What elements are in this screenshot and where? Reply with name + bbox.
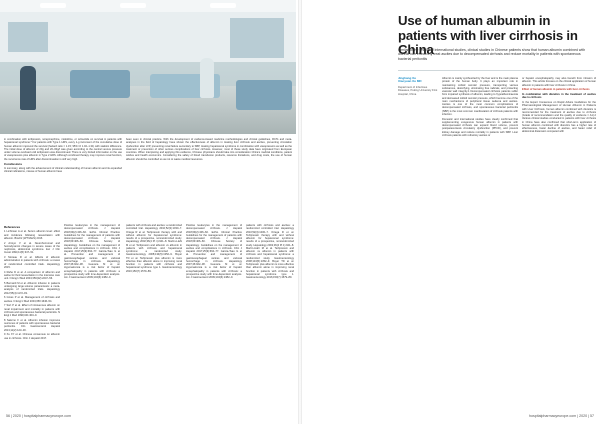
body-paragraph: Domestic and international studies have clearly confirmed that supplementing exogenous human albumin in patients with decompensated cirrhosis can expand blood volume, prevent postparacentesis circulatory dysfunction (PPCD), and prevent kidney damage and reduce mortality in patients with SBP. Liver cirrhosis patients with refractory ascites or [442, 117, 518, 137]
left-body-paragraph-2: been seen in clinical practice. With the development of evidence-based medicine methodologies and clinical guidelines, RCTs and meta-analyses in the field of hepatology have shown the effectiveness of albumin in treating liver cirrhosis and ascites, preventing circulation dysfunction after LVP, preventing renal failure secondary to SBP, treating hepatorenal syndrome in combination with vasopressors as well as the treatment or prevention of other serious complications of liver cirrhosis. However, most of these study data have originated from European countries. When interpreting and applying this evidence, Chinese physicians should take into consideration China’s medical conditions, patient wishes and health economics. Considering the safety of blood transfusion products, resource limitations, and drug costs, the use of human albumin should be controlled so as not to waste medical resources. [126, 138, 292, 161]
references-col-3 [126, 224, 182, 274]
right-page-footer: hospitalpharmacyeurope.com | 2020 | 57 [529, 414, 594, 418]
references-col-4 [186, 224, 242, 281]
reference-item: 4 Rahe D et al. A comparison of albumin and saline for fluid resuscitation in the intensive care unit. N Engl J Med 2004;350(22):2247–56. [4, 270, 60, 280]
left-page-footer: 56 | 2020 | hospitalpharmacyeurope.com [6, 414, 71, 418]
reference-item: 3 Moreau R et al. Effects of albumin administration in patients with cirrhosis: a review of randomized controlled trials. Hepatology 2015. [4, 256, 60, 269]
author-block [398, 77, 438, 96]
article-title: Use of human albumin in patients with liver cirrhosis in China [398, 13, 578, 57]
left-col-body [4, 138, 122, 175]
conclusions-paragraph: In summary, along with the advancement of clinical understanding of human albumin and its expanded clinical indications, misuse of human albumin have [4, 167, 122, 174]
reference-item: 2 Arroyo V et al. Neurohormonal and hemodynamic changes in severe cases of the nephrosis, abdominal syndrome. Eur J Clin Invest 1994;11(5):347–51. [4, 241, 60, 255]
body-paragraph: or hepatic encephalopathy may also benefit from infusion of albumin. This article focuses on the clinical application of human albumin in patients with liver cirrhosis in China. [522, 77, 596, 87]
reference-block: patients with cirrhosis and ascites: a randomized controlled trial. Hepatology 2010;52(3):1030–7. Ortega R et al. Terlipressin therapy with and without albumin for hepatorenal syndrome: results of a prospective, nonrandomized study. Hepatology 2002;36(4 Pt 1):941–8. Martín-Llahí M et al. Terlipressin and albumin vs albumin in patients with cirrhosis and hepatorenal syndrome: a randomized study. Gastroenterology 2008;134(5):1352–9. Boyer TD et al. Terlipressin plus albumin is more effective than albumin alone in improving renal function in patients with cirrhosis and hepatorenal syndrome type 1. Gastroenterology 2016;150(7):1579–89. [246, 224, 294, 279]
references-col-2 [64, 224, 120, 281]
right-col-2 [522, 77, 596, 135]
right-col-1 [442, 77, 518, 139]
author-affiliation: Department of Infectious Diseases, Peking University First Hospital, China [398, 85, 438, 96]
section-heading: Effect of human albumin in patients with liver cirrhosis [522, 88, 590, 92]
references-col-1 [4, 224, 60, 341]
lead-divider [398, 70, 594, 71]
hospital-ward-photo [0, 0, 296, 134]
left-page [0, 0, 298, 424]
conclusions-heading: Conclusions [4, 161, 23, 166]
reference-item: 8 Salerno F et al. Albumin infusion improves outcomes of patients with spontaneous bacterial peritonitis. Clin Gastroenterol Hepatol 2013;11(2):123–30. [4, 318, 60, 332]
references-heading: References [4, 225, 21, 229]
body-paragraph: Albumin is mainly synthesized by the liver and is the main plasma protein of the human body. It plays an important role in maintaining colloid osmotic pressure, transporting various substances, detoxifying, eliminating free radicals, and protecting vascular wall integrity.1 Decompensated cirrhosis patients suffer from impaired synthesis of albumin, leading to hypoalbuminaemia and decreased colloid osmotic pressure, which become one of the main mechanisms of peripheral tissue oedema and ascites. Ascites is one of the most common complications of decompensated cirrhosis, and spontaneous bacterial peritonitis (SBP) is the most common manifestation of cirrhosis patients with infection. [442, 77, 518, 116]
reference-item: 5 Bernardi M et al. Albumin infusion in patients undergoing large-volume paracentesis: a meta-analysis of randomized trials. Hepatology 2012;55(4):1172–81. [4, 281, 60, 295]
reference-item: 9 Xu XY et al. Chinese consensus on albumin use in cirrhosis. Chin J Hepatol 2017. [4, 333, 60, 340]
left-body-paragraph: in combination with terlipressin, norepinephrine, midodrine, or octreotide on survival in patients with hepatorenal syndrome.* For patients with Type 1 HRS, every 1-g increment of the cumulative dose of human albumin improved the survival (hazard ratio = 1.15; 95% CI 1.02–1.31) with statistic difference. The initial dose of albumin of 20g and 20–60g/l was given according to the central venous pressure under volume overload until terlipressin was discontinued. There is very limited information on the use of vasopressors plus albumin in Type 2 HRS. Although combined therapy may improve renal function, the recurrence rate of HRS after discontinuation is still very high. [4, 138, 122, 161]
author-name: Xiaoyuan Xu MD [398, 79, 422, 84]
article-lead: Similar to the results of international studies, clinical studies in Chinese patients show that human albumin combined with diuretic can effectively treat ascites due to decompensated cirrhosis and reduce mortality in patients with spontaneous bacterial peritonitis [398, 48, 586, 61]
body-paragraph: In the Expert Consensus on Rapid Advice Guidelines for the Pharmacological Management of Human Albumin in Patients with Liver Cirrhosis, human albumin combined with diuretics is recommended for the treatment of ascites due to cirrhosis (Grade of recommendation and the quality of evidence = A1).2 Various clinical studies conducted in patients with liver cirrhosis in China have also confirmed that short-term application of human albumin combined with diuretics has a higher rate of effectiveness, faster decline of ascites, and faster relief of abdominal distension compared with [522, 101, 596, 134]
references-col-5 [246, 224, 294, 281]
reference-item: 1 Lichtman A et al. Serum albumin level: effect and incidence following resuscitation with albumin. Biochir (WTVAHS) 2016 [4, 230, 60, 240]
reference-block: Positive leukocytes in the management of decompensated cirrhosis. J Hepatol 2018;69(2):406–60. EASL Clinical Practice Guidelines for the management of patients with decompensated cirrhosis. J Hepatol 2018;69:406–60. Chinese Society of Hepatology. Guidelines on the management of ascites and complications in cirrhosis. Chin J Hepatol 2017;25(9):664–77. Garcia-Tsao G et al. Prevention and management of gastroesophageal varices and variceal hemorrhage in cirrhosis. Hepatology 2007;46:922–38. Guevara M et al. Hyponatremia is a risk factor of hepatic encephalopathy in patients with cirrhosis: a prospective study with time-dependent analysis. Am J Gastroenterol 2009;104(6):1382–9. [64, 224, 120, 279]
right-page [302, 0, 600, 424]
subsection-heading: In combination with diuretics in the treatment of ascites due to cirrhosis [522, 93, 596, 100]
reference-item: 7 Sort P et al. Effect of intravenous albumin on renal impairment and mortality in patients with cirrhosis and spontaneous bacterial peritonitis. N Engl J Med 1999;341:403–9. [4, 304, 60, 317]
reference-item: 6 Gines P et al. Management of cirrhosis and ascites. N Engl J Med 2004;350:1646–54. [4, 296, 60, 303]
left-col-body-2 [126, 138, 292, 162]
reference-block: patients with cirrhosis and ascites: a randomized controlled trial. Hepatology 2010;52(3):1030–7. Ortega R et al. Terlipressin therapy with and without albumin for hepatorenal syndrome: results of a prospective, nonrandomized study. Hepatology 2002;36(4 Pt 1):941–8. Martín-Llahí M et al. Terlipressin and albumin vs albumin in patients with cirrhosis and hepatorenal syndrome: a randomized study. Gastroenterology 2008;134(5):1352–9. Boyer TD et al. Terlipressin plus albumin is more effective than albumin alone in improving renal function in patients with cirrhosis and hepatorenal syndrome type 1. Gastroenterology 2016;150(7):1579–89. [126, 224, 182, 273]
author-name: Jinghang Xu [398, 76, 416, 80]
reference-block: Positive leukocytes in the management of decompensated cirrhosis. J Hepatol 2018;69(2):406–60. EASL Clinical Practice Guidelines for the management of patients with decompensated cirrhosis. J Hepatol 2018;69:406–60. Chinese Society of Hepatology. Guidelines on the management of ascites and complications in cirrhosis. Chin J Hepatol 2017;25(9):664–77. Garcia-Tsao G et al. Prevention and management of gastroesophageal varices and variceal hemorrhage in cirrhosis. Hepatology 2007;46:922–38. Guevara M et al. Hyponatremia is a risk factor of hepatic encephalopathy in patients with cirrhosis: a prospective study with time-dependent analysis. Am J Gastroenterol 2009;104(6):1382–9. [186, 224, 242, 279]
